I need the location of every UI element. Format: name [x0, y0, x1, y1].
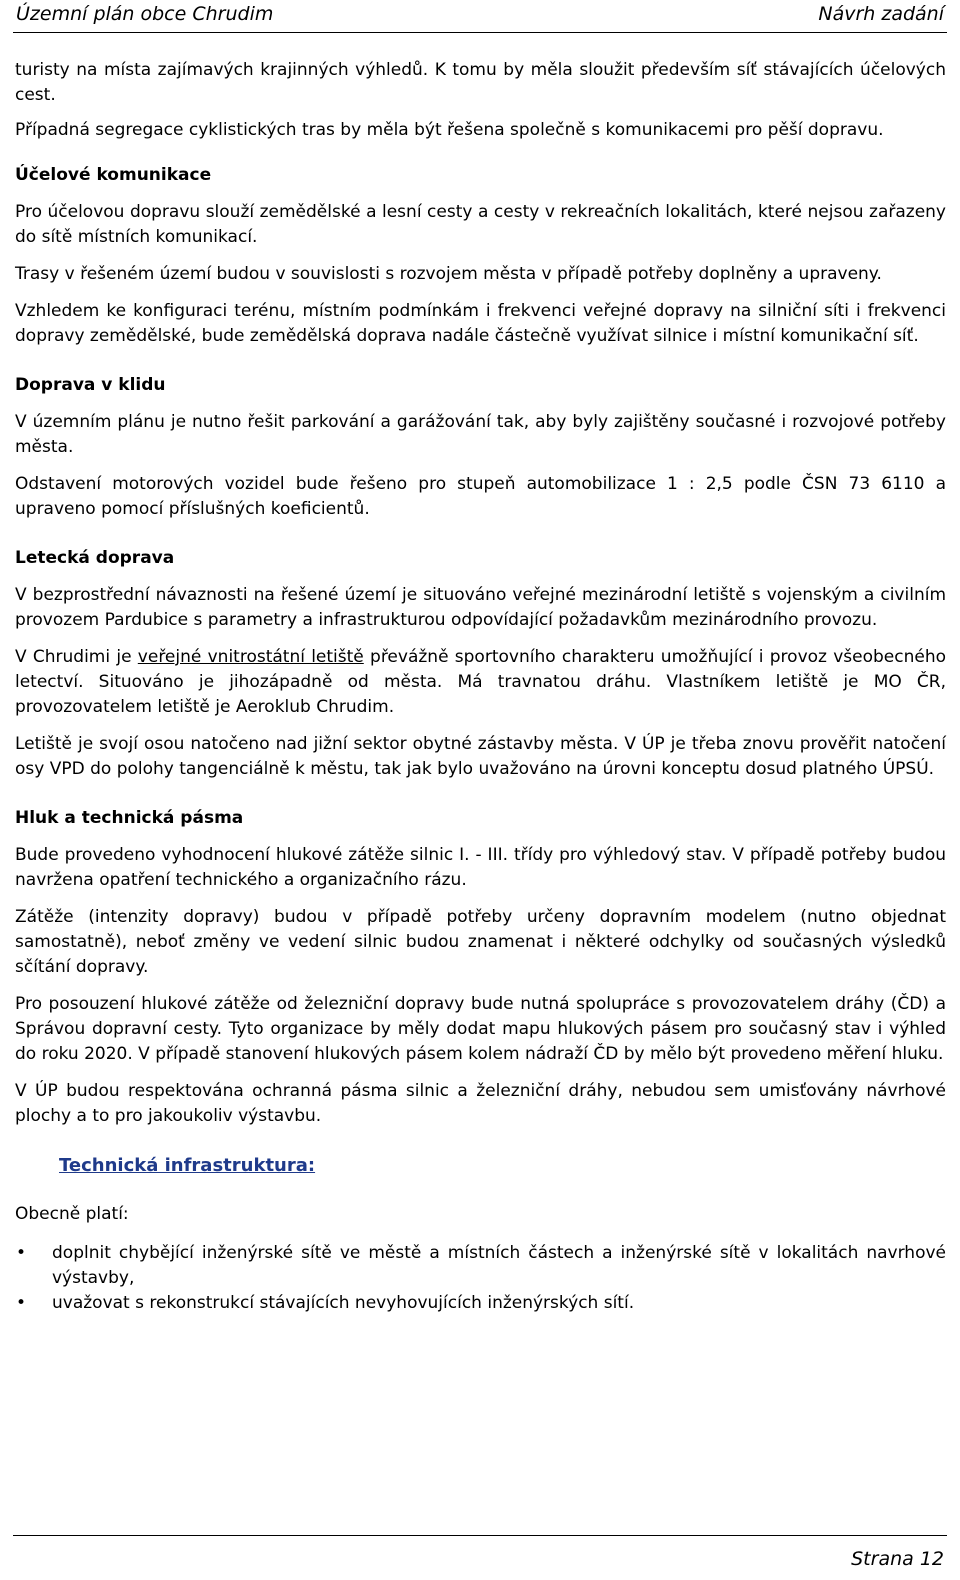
- heading-ucelove-komunikace: Účelové komunikace: [15, 165, 212, 185]
- paragraph: Vzhledem ke konfiguraci terénu, místním podmínkám i frekvenci veřejné dopravy na silniční síti i frekvenci dopravy zemědělské, bude zemědělská doprava nadále částečně využívat silnice i místní komunikační síť.: [15, 301, 946, 346]
- bullet-icon: •: [16, 1243, 27, 1263]
- document-subtitle: Návrh zadání: [818, 3, 944, 25]
- paragraph: Odstavení motorových vozidel bude řešeno pro stupeň automobilizace 1 : 2,5 podle ČSN 73 6110 a upraveno pomocí příslušných koeficientů.: [15, 474, 946, 519]
- paragraph: Trasy v řešeném území budou v souvislosti s rozvojem města v případě potřeby doplněny a upraveny.: [15, 264, 882, 284]
- paragraph: V ÚP budou respektována ochranná pásma silnic a železniční dráhy, nebudou sem umisťovány návrhové plochy a to pro jakoukoliv výstavbu.: [15, 1081, 946, 1126]
- list-item-text: uvažovat s rekonstrukcí stávajících nevyhovujících inženýrských sítí.: [52, 1293, 635, 1313]
- paragraph-obecne-plati: Obecně platí:: [15, 1204, 129, 1224]
- paragraph: Pro účelovou dopravu slouží zemědělské a lesní cesty a cesty v rekreačních lokalitách, které nejsou zařazeny do sítě místních komunikací.: [15, 202, 946, 247]
- bullet-list: [15, 1241, 946, 1316]
- paragraph: [15, 645, 946, 720]
- list-item-text: doplnit chybějící inženýrské sítě ve městě a místních částech a inženýrské sítě v lokalitách navrhové výstavby,: [52, 1243, 946, 1288]
- document-title: Územní plán obce Chrudim: [16, 3, 274, 25]
- section-title-technicka-infrastruktura: Technická infrastruktura:: [59, 1155, 316, 1176]
- page-content: [15, 58, 946, 1316]
- paragraph: V územním plánu je nutno řešit parkování a garážování tak, aby byly zajištěny současné i rozvojové potřeby města.: [15, 412, 946, 457]
- heading-hluk-a-technicka-pasma: Hluk a technická pásma: [15, 808, 244, 828]
- underlined-term: veřejné vnitrostátní letiště: [137, 647, 364, 667]
- page-header: [13, 0, 947, 33]
- paragraph: Letiště je svojí osou natočeno nad jižní sektor obytné zástavby města. V ÚP je třeba znovu prověřit natočení osy VPD do polohy tangenciálně k městu, tak jak bylo uvažováno na úrovni konceptu dosud platného ÚPSÚ.: [15, 734, 946, 779]
- paragraph: Zátěže (intenzity dopravy) budou v případě potřeby určeny dopravním modelem (nutno objednat samostatně), neboť změny ve vedení silnic budou znamenat i některé odchylky od současných výsledků sčítání dopravy.: [15, 907, 946, 977]
- paragraph: turisty na místa zajímavých krajinných výhledů. K tomu by měla sloužit především síť stávajících účelových cest.: [15, 60, 946, 105]
- page-number: Strana 12: [851, 1548, 944, 1570]
- text-run: V Chrudimi je: [15, 647, 138, 667]
- list-item: [15, 1291, 946, 1316]
- text-run: převážně sportovního charakteru umožňující i provoz všeobecného letectví. Situováno je jihozápadně od města. Má travnatou dráhu. Vlastníkem letiště je MO ČR, provozovatelem letiště je Aeroklub Chrudim.: [15, 647, 947, 717]
- paragraph: Případná segregace cyklistických tras by měla být řešena společně s komunikacemi pro pěší dopravu.: [15, 120, 884, 140]
- paragraph: Bude provedeno vyhodnocení hlukové zátěže silnic I. - III. třídy pro výhledový stav. V případě potřeby budou navržena opatření technického a organizačního rázu.: [15, 845, 946, 890]
- list-item: [15, 1241, 946, 1291]
- paragraph: Pro posouzení hlukové zátěže od železniční dopravy bude nutná spolupráce s provozovatelem dráhy (ČD) a Správou dopravní cesty. Tyto organizace by měly dodat mapu hlukových pásem pro současný stav i výhled do roku 2020. V případě stanovení hlukových pásem kolem nádraží ČD by mělo být provedeno měření hluku.: [15, 994, 946, 1064]
- paragraph: V bezprostřední návaznosti na řešené území je situováno veřejné mezinárodní letiště s vojenským a civilním provozem Pardubice s parametry a infrastrukturou odpovídající požadavkům mezinárodního provozu.: [15, 585, 946, 630]
- heading-letecka-doprava: Letecká doprava: [15, 548, 175, 568]
- bullet-icon: •: [16, 1293, 27, 1313]
- page-footer: [13, 1535, 947, 1580]
- heading-doprava-v-klidu: Doprava v klidu: [15, 375, 166, 395]
